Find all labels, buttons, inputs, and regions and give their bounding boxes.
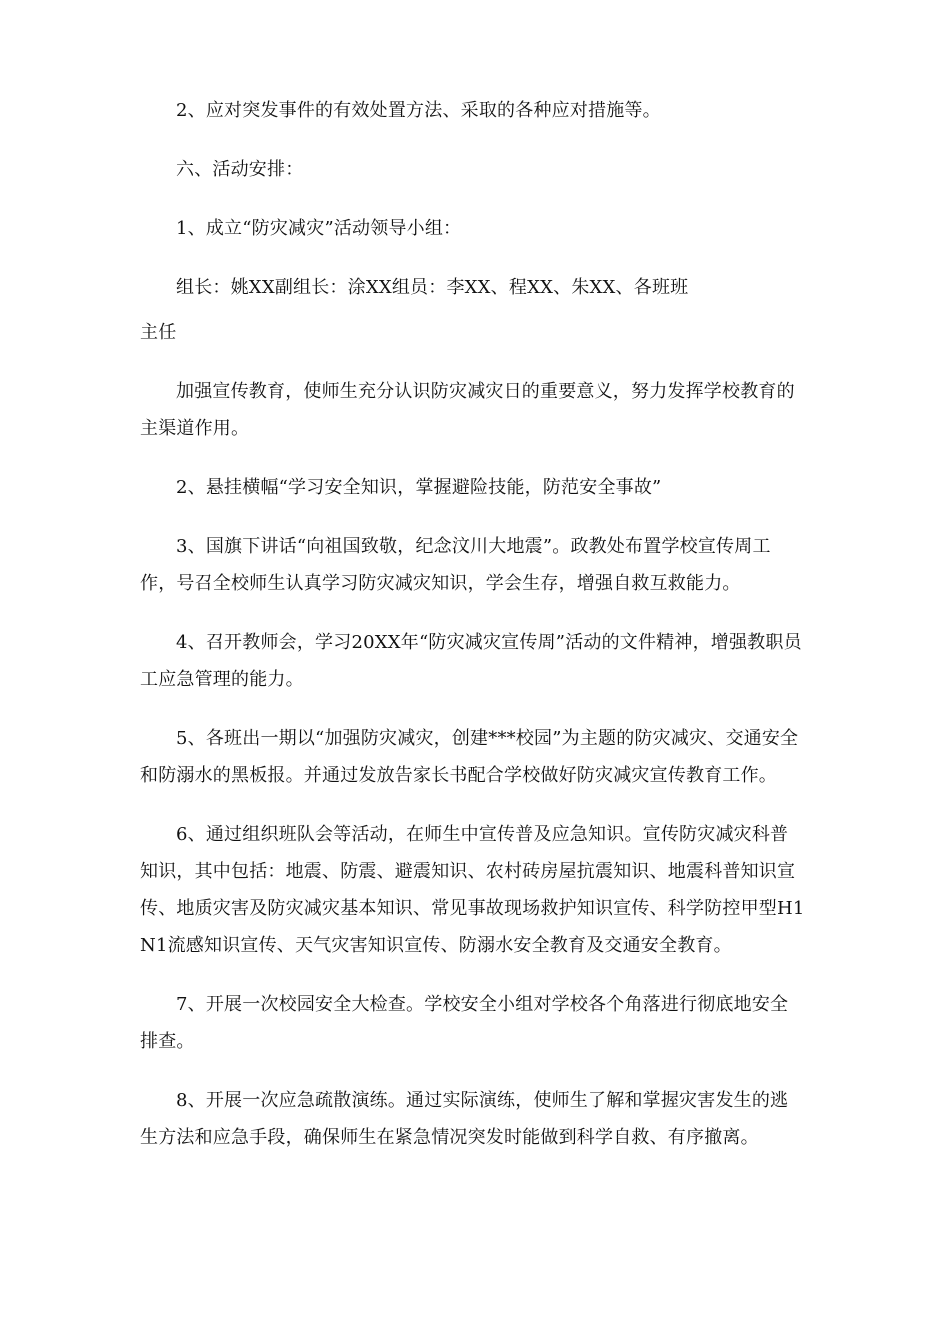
paragraph-publicity-education: 加强宣传教育，使师生充分认识防灾减灾日的重要意义，努力发挥学校教育的主渠道作用。 [140,381,795,439]
paragraph-teacher-meeting: 4、召开教师会，学习20XX年“防灾减灾宣传周”活动的文件精神，增强教职员工应急管理的能力。 [140,632,802,690]
paragraph-group-members: 组长：姚XX副组长：涂XX组员：李XX、程XX、朱XX、各班班 [176,277,689,298]
paragraph-flag-speech: 3、国旗下讲话“向祖国致敬，纪念汶川大地震”。政教处布置学校宣传周工作，号召全校师生认真学习防灾减灾知识，学会生存，增强自救互救能力。 [140,536,771,594]
section-heading-activity-arrangement: 六、活动安排： [176,159,304,180]
document-body [140,92,806,1178]
paragraph-leadership-group: 1、成立“防灾减灾”活动领导小组： [176,218,462,239]
paragraph-evacuation-drill: 8、开展一次应急疏散演练。通过实际演练，使师生了解和掌握灾害发生的逃生方法和应急手段，确保师生在紧急情况突发时能做到科学自救、有序撤离。 [140,1090,789,1148]
paragraph-banner: 2、悬挂横幅“学习安全知识，掌握避险技能，防范安全事故” [176,477,662,498]
paragraph-blackboard: 5、各班出一期以“加强防灾减灾，创建***校园”为主题的防灾减灾、交通安全和防溺水的黑板报。并通过发放告家长书配合学校做好防灾减灾宣传教育工作。 [140,728,799,786]
paragraph-safety-inspection: 7、开展一次校园安全大检查。学校安全小组对学校各个角落进行彻底地安全排查。 [140,994,789,1052]
paragraph-group-members-continuation: 主任 [140,322,177,343]
paragraph-emergency-knowledge: 6、通过组织班队会等活动，在师生中宣传普及应急知识。宣传防灾减灾科普知识，其中包括：地震、防震、避震知识、农村砖房屋抗震知识、地震科普知识宣传、地质灾害及防灾减灾基本知识、常见事故现场救护知识宣传、科学防控甲型H1N1流感知识宣传、天气灾害知识宣传、防溺水安全教育及交通安全教育。 [140,824,805,956]
paragraph-response-methods: 2、应对突发事件的有效处置方法、采取的各种应对措施等。 [176,100,661,121]
